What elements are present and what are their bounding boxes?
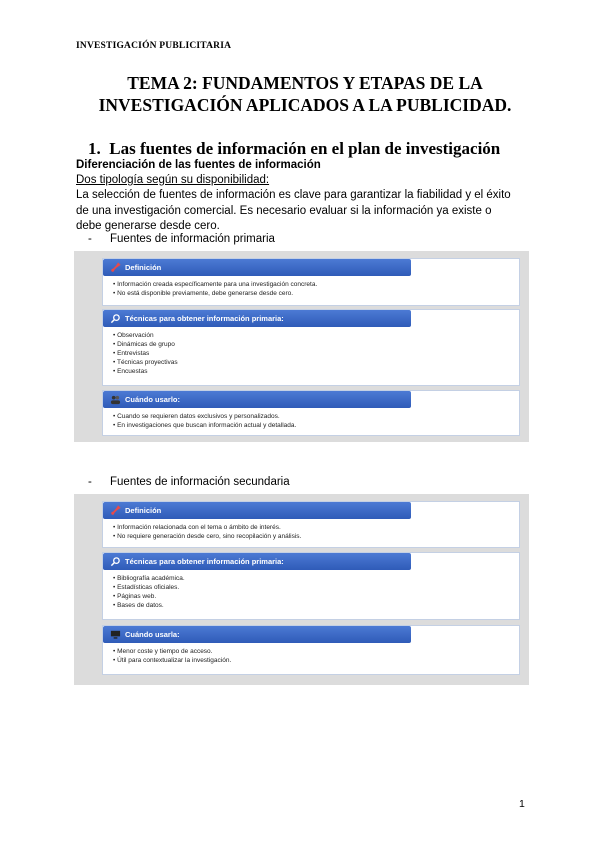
card-items — [113, 331, 178, 376]
card-title: Definición — [125, 263, 162, 272]
list-item: • Entrevistas — [113, 349, 178, 358]
running-header: INVESTIGACIÓN PUBLICITARIA — [76, 41, 232, 51]
secondary-sources-label: Fuentes de información secundaria — [110, 476, 290, 488]
techniques-card — [102, 309, 520, 386]
list-item: • Observación — [113, 331, 178, 340]
card-title: Técnicas para obtener información primaria: — [125, 314, 284, 323]
card-items — [113, 574, 185, 610]
usage-card — [102, 625, 520, 675]
card-items — [113, 523, 301, 541]
card-header — [103, 502, 411, 519]
list-item: • Bibliografía académica. — [113, 574, 185, 583]
primary-sources-label: Fuentes de información primaria — [110, 233, 275, 245]
section-number: 1. — [88, 139, 101, 158]
section-heading-text: Las fuentes de información en el plan de investigación — [109, 139, 501, 158]
card-title: Definición — [125, 506, 162, 515]
dash-bullet: - — [88, 476, 92, 488]
page-number: 1 — [519, 798, 525, 810]
people-icon — [109, 394, 121, 406]
secondary-sources-figure — [74, 494, 529, 685]
card-items — [113, 412, 296, 430]
list-item: • No está disponible previamente, debe generarse desde cero. — [113, 289, 317, 298]
list-item: • No requiere generación desde cero, sino recopilación y análisis. — [113, 532, 301, 541]
document-title — [60, 72, 550, 116]
card-title: Cuándo usarla: — [125, 630, 180, 639]
monitor-icon — [109, 629, 121, 641]
list-item: • Cuando se requieren datos exclusivos y personalizados. — [113, 412, 296, 421]
list-item: • Bases de datos. — [113, 601, 185, 610]
section-heading — [88, 139, 500, 159]
techniques-card — [102, 552, 520, 620]
list-item: • Dinámicas de grupo — [113, 340, 178, 349]
card-header — [103, 259, 411, 276]
card-header — [103, 553, 411, 570]
list-item: • Encuestas — [113, 367, 178, 376]
magnifier-icon — [109, 556, 121, 568]
card-title: Cuándo usarlo: — [125, 395, 181, 404]
card-items — [113, 280, 317, 298]
card-header — [103, 310, 411, 327]
secondary-sources-item — [88, 476, 290, 488]
primary-sources-figure — [74, 251, 529, 442]
pin-icon — [109, 505, 121, 517]
list-item: • Menor coste y tiempo de acceso. — [113, 647, 231, 656]
title-line-1: TEMA 2: FUNDAMENTOS Y ETAPAS DE LA — [127, 73, 483, 93]
card-header — [103, 626, 411, 643]
subheading: Diferenciación de las fuentes de información — [76, 159, 321, 171]
list-item: • En investigaciones que buscan información actual y detallada. — [113, 421, 296, 430]
definition-card — [102, 258, 520, 306]
card-header — [103, 391, 411, 408]
magnifier-icon — [109, 313, 121, 325]
usage-card — [102, 390, 520, 436]
definition-card — [102, 501, 520, 548]
intro-paragraph: La selección de fuentes de información es clave para garantizar la fiabilidad y el éxito de una investigación comercial. Es necesario evaluar si la información ya existe o debe generarse desde cero. — [76, 189, 511, 232]
pin-icon — [109, 262, 121, 274]
list-item: • Estadísticas oficiales. — [113, 583, 185, 592]
list-item: • Información relacionada con el tema o ámbito de interés. — [113, 523, 301, 532]
list-item: • Información creada específicamente para una investigación concreta. — [113, 280, 317, 289]
subsubheading: Dos tipología según su disponibilidad: — [76, 174, 270, 186]
list-item: • Páginas web. — [113, 592, 185, 601]
dash-bullet: - — [88, 233, 92, 245]
card-items — [113, 647, 231, 665]
list-item: • Útil para contextualizar la investigación. — [113, 656, 231, 665]
card-title: Técnicas para obtener información primaria: — [125, 557, 284, 566]
primary-sources-item — [88, 233, 275, 245]
title-line-2: INVESTIGACIÓN APLICADOS A LA PUBLICIDAD. — [98, 95, 512, 115]
list-item: • Técnicas proyectivas — [113, 358, 178, 367]
